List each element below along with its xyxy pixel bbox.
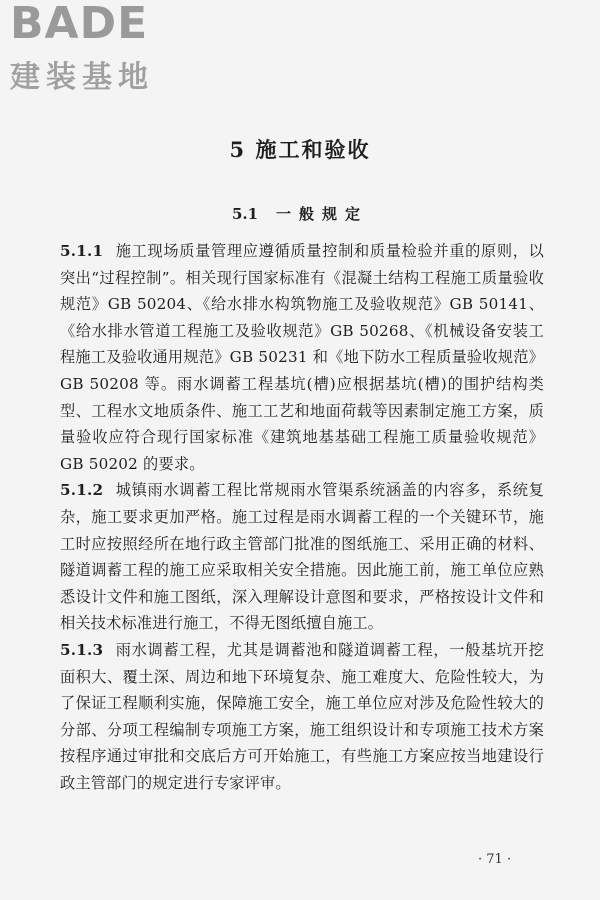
clause-paragraph — [60, 477, 544, 637]
section-heading-text: 一般规定 — [276, 205, 369, 223]
bade-logo — [10, 0, 180, 95]
chapter-title: 5 施工和验收 — [229, 137, 371, 162]
clause-number: 5.1.1 — [60, 242, 104, 260]
clause-paragraph — [60, 637, 544, 797]
section-title — [0, 203, 600, 224]
clause-paragraph — [60, 238, 544, 477]
logo-chinese-text: 建装基地 — [10, 60, 154, 95]
clause-text: 施工现场质量管理应遵循质量控制和质量检验并重的原则，以突出“过程控制”。相关现行国家标准有《混凝土结构工程施工质量验收规范》GB 50204、《给水排水构筑物施工及验收规范》GB 50141、《给水排水管道工程施工及验收规范》GB 50268、《机械设备安装工程施工及验收通用规范》GB 50231 和《地下防水工程质量验收规范》GB 50208 等。雨水调蓄工程基坑(槽)应根据基坑(槽)的围护结构类型、工程水文地质条件、施工工艺和地面荷载等因素制定施工方案，质量验收应符合现行国家标准《建筑地基基础工程施工质量验收规范》GB 50202 的要求。 — [60, 242, 544, 473]
body-text — [60, 238, 544, 796]
clause-number: 5.1.2 — [60, 481, 104, 500]
clause-text: 城镇雨水调蓄工程比常规雨水管渠系统涵盖的内容多，系统复杂，施工要求更加严格。施工过程是雨水调蓄工程的一个关键环节，施工时应按照经所在地行政主管部门批准的图纸施工、采用正确的材料、隧道调蓄工程的施工应采取相关安全措施。因此施工前，施工单位应熟悉设计文件和施工图纸，深入理解设计意图和要求，严格按设计文件和相关技术标准进行施工，不得无图纸擅自施工。 — [60, 481, 544, 633]
logo-latin-text: BADE — [10, 0, 149, 49]
page-number: · 71 · — [478, 852, 512, 867]
clause-text: 雨水调蓄工程，尤其是调蓄池和隧道调蓄工程，一般基坑开挖面积大、覆土深、周边和地下环境复杂、施工难度大、危险性较大，为了保证工程顺利实施，保障施工安全，施工单位应对涉及危险性较大的分部、分项工程编制专项施工方案，施工组织设计和专项施工技术方案按程序通过审批和交底后方可开始施工，有些施工方案应按当地建设行政主管部门的规定进行专家评审。 — [60, 640, 544, 792]
clause-number: 5.1.3 — [60, 640, 104, 659]
section-number: 5.1 — [231, 205, 259, 223]
